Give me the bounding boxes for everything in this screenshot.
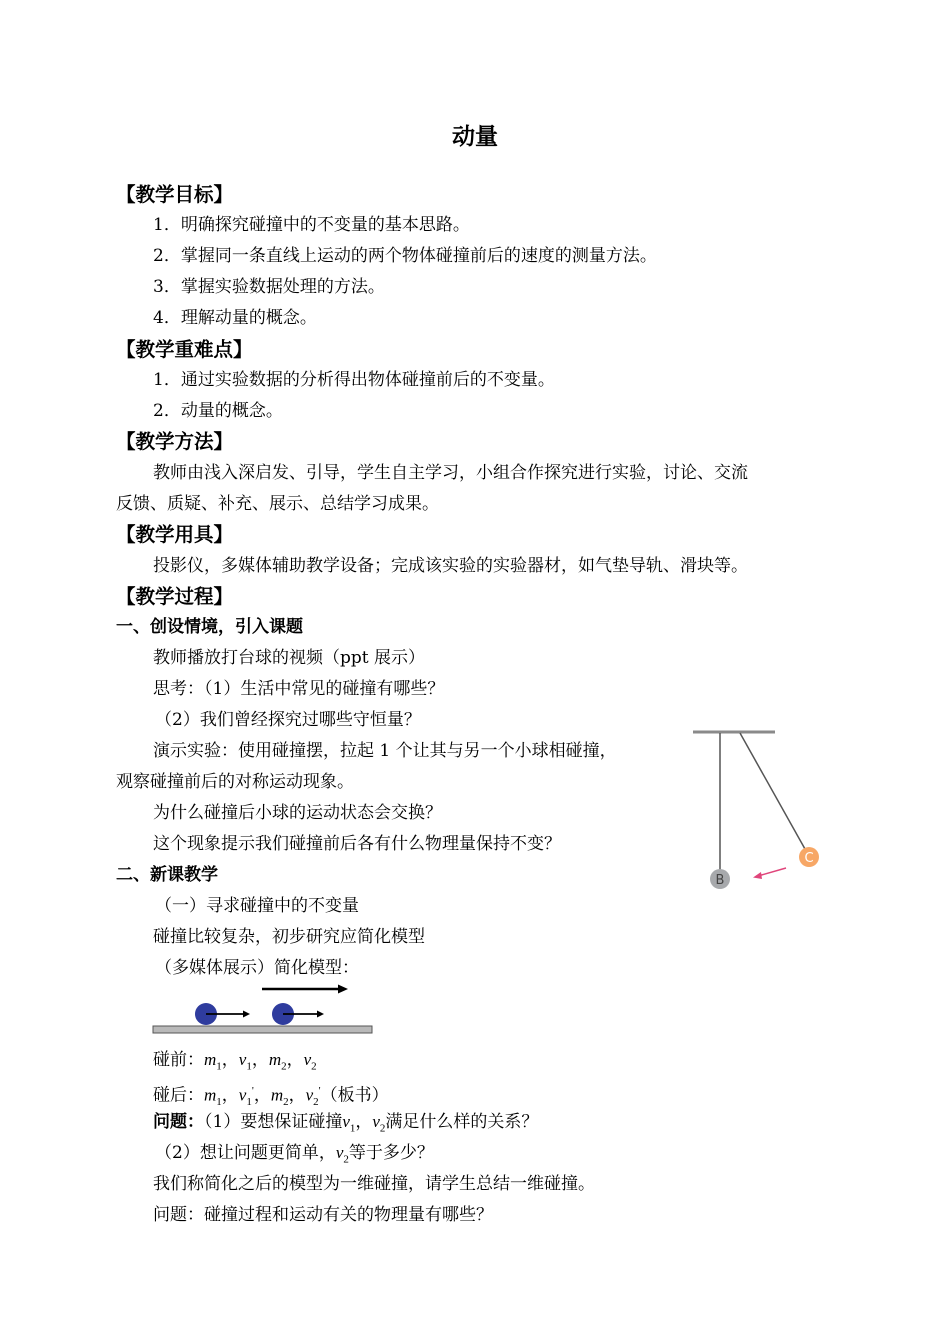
subscript: 2 [283, 1096, 289, 1109]
pendulum-ball-c-label: C [804, 851, 814, 866]
prime: ' [251, 1085, 254, 1097]
question-label: 问题： [153, 1112, 204, 1132]
goal-item: 2．掌握同一条直线上运动的两个物体碰撞前后的速度的测量方法。 [153, 246, 657, 266]
prime: ' [318, 1085, 321, 1097]
subscript: 2 [313, 1096, 319, 1109]
tools-heading: 【教学用具】 [116, 523, 234, 546]
methods-text-line2: 反馈、质疑、补充、展示、总结学习成果。 [116, 494, 439, 514]
pendulum-string-c [740, 733, 805, 849]
var-v: v [238, 1050, 247, 1069]
methods-heading: 【教学方法】 [116, 430, 234, 453]
after-note: （板书） [320, 1085, 389, 1106]
var-v: v [238, 1085, 247, 1105]
goal-item: 4．理解动量的概念。 [153, 308, 317, 328]
part1-heading: 一、创设情境，引入课题 [116, 617, 303, 637]
one-dim-collision-line: 我们称简化之后的模型为一维碰撞，请学生总结一维碰撞。 [153, 1174, 595, 1194]
before-label: 碰前： [153, 1050, 204, 1070]
key-point-item: 1．通过实验数据的分析得出物体碰撞前后的不变量。 [153, 370, 555, 390]
subscript: 2 [343, 1153, 349, 1166]
after-label: 碰后： [153, 1085, 204, 1106]
goals-heading: 【教学目标】 [116, 183, 234, 206]
part1-line: （2）我们曾经探究过哪些守恒量？ [155, 710, 421, 730]
sep: ， [286, 1050, 304, 1070]
pendulum-ball-b-label: B [715, 873, 725, 888]
question-1-line [153, 1111, 538, 1139]
part1-line: 为什么碰撞后小球的运动状态会交换？ [153, 803, 442, 823]
sep: ， [355, 1112, 373, 1132]
ball-2-arrow-head [317, 1011, 324, 1018]
sep: ， [253, 1085, 271, 1106]
methods-text-line1: 教师由浅入深启发、引导，学生自主学习，小组合作探究进行实验，讨论、交流 [153, 463, 748, 483]
part1-line: 思考：（1）生活中常见的碰撞有哪些？ [153, 679, 445, 699]
goal-item: 1．明确探究碰撞中的不变量的基本思路。 [153, 215, 470, 235]
var-v: v [335, 1143, 344, 1162]
subscript: 1 [216, 1096, 222, 1109]
part2-heading: 二、新课教学 [116, 865, 218, 885]
q1-text-a: （1）要想保证碰撞 [204, 1112, 343, 1132]
subscript: 1 [246, 1060, 252, 1073]
subscript: 2 [379, 1122, 386, 1135]
part2-line: （多媒体展示）简化模型： [155, 958, 359, 978]
part2-line: （一）寻求碰撞中的不变量 [155, 896, 359, 916]
part1-line: 这个现象提示我们碰撞前后各有什么物理量保持不变？ [153, 834, 561, 854]
subscript: 2 [281, 1060, 287, 1073]
q2-text-b: 等于多少？ [348, 1143, 434, 1163]
key-point-item: 2．动量的概念。 [153, 401, 283, 421]
collision-pendulum-figure [685, 722, 825, 902]
part2-line: 碰撞比较复杂，初步研究应简化模型 [153, 927, 425, 947]
sep: ， [288, 1085, 306, 1106]
last-question-line: 问题：碰撞过程和运动有关的物理量有哪些？ [153, 1205, 493, 1225]
part1-line: 观察碰撞前后的对称运动现象。 [116, 772, 354, 792]
subscript: 2 [311, 1060, 317, 1073]
part1-line: 演示实验：使用碰撞摆，拉起 1 个让其与另一个小球相碰撞， [153, 741, 617, 761]
after-collision-line [153, 1080, 389, 1113]
subscript: 1 [216, 1060, 222, 1073]
var-m: m [270, 1085, 284, 1105]
process-heading: 【教学过程】 [116, 585, 234, 608]
var-m: m [204, 1050, 217, 1069]
var-v: v [305, 1085, 314, 1105]
motion-arrow [758, 868, 786, 876]
subscript: 1 [246, 1096, 252, 1109]
var-m: m [268, 1050, 282, 1069]
sep: ， [221, 1050, 239, 1070]
var-v: v [342, 1112, 350, 1131]
question-2-line [155, 1142, 434, 1170]
ball-1-arrow-head [243, 1011, 250, 1018]
var-v: v [372, 1112, 380, 1131]
subscript: 1 [349, 1122, 356, 1135]
goal-item: 3．掌握实验数据处理的方法。 [153, 277, 385, 297]
q1-text-b: 满足什么样的关系？ [385, 1112, 539, 1132]
before-collision-line [153, 1049, 317, 1077]
sep: ， [221, 1085, 239, 1106]
velocity-arrow-top-head [338, 985, 348, 994]
page-title: 动量 [452, 124, 498, 150]
var-v: v [303, 1050, 312, 1069]
part1-line: 教师播放打台球的视频（ppt 展示） [153, 648, 425, 668]
q2-text-a: （2）想让问题更简单， [155, 1143, 336, 1163]
track [153, 1026, 372, 1033]
simplified-model-figure [150, 980, 380, 1038]
var-m: m [204, 1085, 217, 1105]
motion-arrow-head [753, 872, 762, 879]
sep: ， [251, 1050, 269, 1070]
key-points-heading: 【教学重难点】 [116, 338, 253, 361]
tools-text: 投影仪，多媒体辅助教学设备；完成该实验的实验器材，如气垫导轨、滑块等。 [153, 556, 748, 576]
